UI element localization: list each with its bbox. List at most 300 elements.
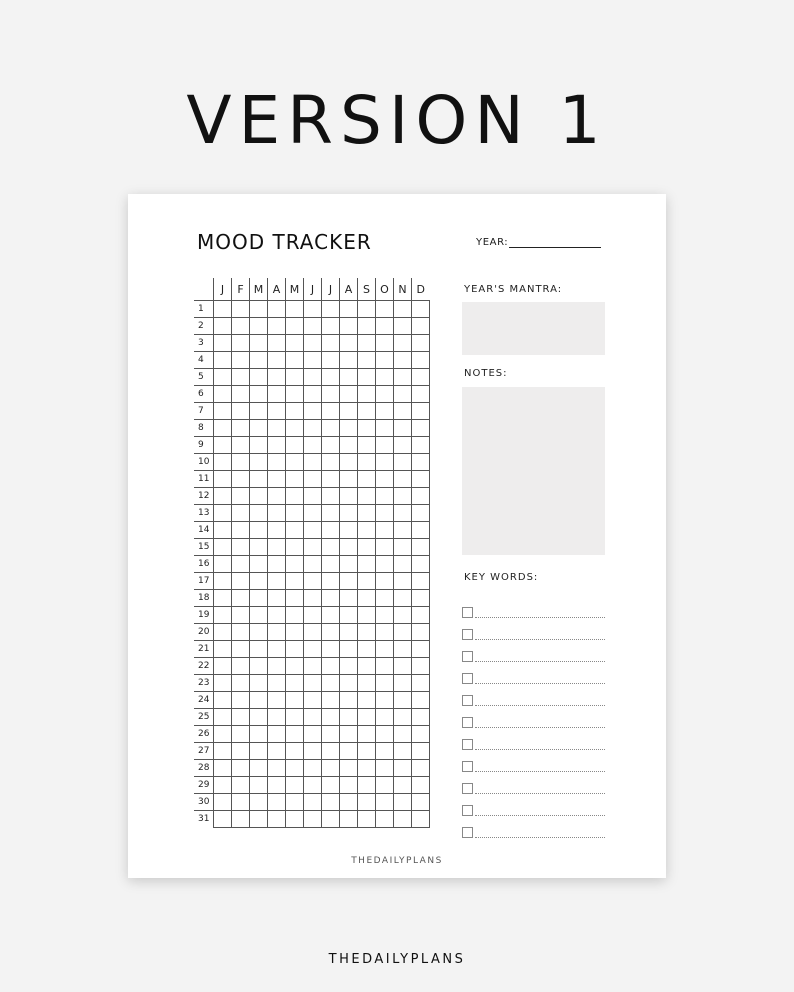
mood-cell[interactable] <box>250 471 268 488</box>
mood-cell[interactable] <box>250 539 268 556</box>
mood-cell[interactable] <box>268 607 286 624</box>
mood-cell[interactable] <box>412 386 430 403</box>
mood-cell[interactable] <box>394 335 412 352</box>
mood-cell[interactable] <box>322 352 340 369</box>
mood-cell[interactable] <box>340 658 358 675</box>
mood-cell[interactable] <box>268 777 286 794</box>
mood-cell[interactable] <box>268 403 286 420</box>
keyword-write-line[interactable] <box>475 676 605 684</box>
mood-cell[interactable] <box>286 658 304 675</box>
mood-cell[interactable] <box>232 420 250 437</box>
keyword-write-line[interactable] <box>475 808 605 816</box>
mood-cell[interactable] <box>322 709 340 726</box>
mood-cell[interactable] <box>250 556 268 573</box>
mood-cell[interactable] <box>394 692 412 709</box>
mood-cell[interactable] <box>358 607 376 624</box>
mood-cell[interactable] <box>304 369 322 386</box>
mood-cell[interactable] <box>268 369 286 386</box>
mood-cell[interactable] <box>376 352 394 369</box>
mood-cell[interactable] <box>304 709 322 726</box>
mood-cell[interactable] <box>286 726 304 743</box>
mood-cell[interactable] <box>376 437 394 454</box>
mood-cell[interactable] <box>250 811 268 828</box>
mood-cell[interactable] <box>340 675 358 692</box>
mood-cell[interactable] <box>214 641 232 658</box>
mood-cell[interactable] <box>340 624 358 641</box>
mood-cell[interactable] <box>214 301 232 318</box>
mood-cell[interactable] <box>358 437 376 454</box>
mood-cell[interactable] <box>358 556 376 573</box>
mood-cell[interactable] <box>322 556 340 573</box>
mood-cell[interactable] <box>286 505 304 522</box>
mood-cell[interactable] <box>304 318 322 335</box>
mood-cell[interactable] <box>412 335 430 352</box>
mood-cell[interactable] <box>394 777 412 794</box>
mood-cell[interactable] <box>304 624 322 641</box>
mood-cell[interactable] <box>232 760 250 777</box>
mood-cell[interactable] <box>232 726 250 743</box>
mood-cell[interactable] <box>394 454 412 471</box>
mood-cell[interactable] <box>376 335 394 352</box>
mood-cell[interactable] <box>412 777 430 794</box>
mood-cell[interactable] <box>322 692 340 709</box>
mood-cell[interactable] <box>286 352 304 369</box>
mood-cell[interactable] <box>268 420 286 437</box>
mood-cell[interactable] <box>412 539 430 556</box>
mood-cell[interactable] <box>322 505 340 522</box>
mood-cell[interactable] <box>214 437 232 454</box>
mood-cell[interactable] <box>376 743 394 760</box>
mood-cell[interactable] <box>268 454 286 471</box>
mood-cell[interactable] <box>322 386 340 403</box>
mood-cell[interactable] <box>394 301 412 318</box>
mood-cell[interactable] <box>340 420 358 437</box>
mood-cell[interactable] <box>412 692 430 709</box>
mood-cell[interactable] <box>322 403 340 420</box>
mood-cell[interactable] <box>304 641 322 658</box>
mood-cell[interactable] <box>412 318 430 335</box>
mood-cell[interactable] <box>214 794 232 811</box>
mood-cell[interactable] <box>358 403 376 420</box>
mood-cell[interactable] <box>412 641 430 658</box>
mood-cell[interactable] <box>232 573 250 590</box>
mood-cell[interactable] <box>214 369 232 386</box>
mood-cell[interactable] <box>322 454 340 471</box>
mood-cell[interactable] <box>286 369 304 386</box>
mood-cell[interactable] <box>412 488 430 505</box>
mood-cell[interactable] <box>376 505 394 522</box>
mood-cell[interactable] <box>232 454 250 471</box>
mood-cell[interactable] <box>340 641 358 658</box>
mood-cell[interactable] <box>250 590 268 607</box>
mood-cell[interactable] <box>214 590 232 607</box>
mood-cell[interactable] <box>412 675 430 692</box>
mood-cell[interactable] <box>214 726 232 743</box>
mood-cell[interactable] <box>412 454 430 471</box>
mood-cell[interactable] <box>322 624 340 641</box>
mood-cell[interactable] <box>412 709 430 726</box>
mood-cell[interactable] <box>250 573 268 590</box>
mood-cell[interactable] <box>214 488 232 505</box>
mood-cell[interactable] <box>214 709 232 726</box>
mood-cell[interactable] <box>268 386 286 403</box>
mood-cell[interactable] <box>322 658 340 675</box>
mood-cell[interactable] <box>304 522 322 539</box>
mood-cell[interactable] <box>268 692 286 709</box>
mood-cell[interactable] <box>340 743 358 760</box>
mood-cell[interactable] <box>394 437 412 454</box>
mood-cell[interactable] <box>394 505 412 522</box>
mood-cell[interactable] <box>376 692 394 709</box>
mood-cell[interactable] <box>394 709 412 726</box>
mood-cell[interactable] <box>304 556 322 573</box>
mood-cell[interactable] <box>376 590 394 607</box>
mood-cell[interactable] <box>286 454 304 471</box>
mood-cell[interactable] <box>250 301 268 318</box>
mood-cell[interactable] <box>214 777 232 794</box>
keyword-checkbox[interactable] <box>462 629 473 640</box>
mood-cell[interactable] <box>250 726 268 743</box>
mood-cell[interactable] <box>268 641 286 658</box>
mood-cell[interactable] <box>232 743 250 760</box>
mood-cell[interactable] <box>232 335 250 352</box>
mood-cell[interactable] <box>394 658 412 675</box>
mood-cell[interactable] <box>268 556 286 573</box>
mood-cell[interactable] <box>268 709 286 726</box>
mood-cell[interactable] <box>340 352 358 369</box>
mood-cell[interactable] <box>232 403 250 420</box>
mood-cell[interactable] <box>376 760 394 777</box>
mood-cell[interactable] <box>412 556 430 573</box>
mood-cell[interactable] <box>304 505 322 522</box>
mood-cell[interactable] <box>340 709 358 726</box>
mood-cell[interactable] <box>304 760 322 777</box>
mood-cell[interactable] <box>322 590 340 607</box>
mood-cell[interactable] <box>304 777 322 794</box>
mood-cell[interactable] <box>376 573 394 590</box>
mood-cell[interactable] <box>394 352 412 369</box>
mood-cell[interactable] <box>214 573 232 590</box>
mood-cell[interactable] <box>376 403 394 420</box>
mood-cell[interactable] <box>340 539 358 556</box>
mood-cell[interactable] <box>322 760 340 777</box>
mood-cell[interactable] <box>232 352 250 369</box>
mood-cell[interactable] <box>214 318 232 335</box>
mood-cell[interactable] <box>286 539 304 556</box>
mood-cell[interactable] <box>358 794 376 811</box>
mood-cell[interactable] <box>268 471 286 488</box>
mood-cell[interactable] <box>340 318 358 335</box>
mood-cell[interactable] <box>358 420 376 437</box>
mood-cell[interactable] <box>340 454 358 471</box>
mood-cell[interactable] <box>340 573 358 590</box>
mood-cell[interactable] <box>394 675 412 692</box>
mood-cell[interactable] <box>304 352 322 369</box>
mood-cell[interactable] <box>214 403 232 420</box>
mood-cell[interactable] <box>232 811 250 828</box>
mood-cell[interactable] <box>376 794 394 811</box>
mood-cell[interactable] <box>304 335 322 352</box>
mood-cell[interactable] <box>412 437 430 454</box>
mood-cell[interactable] <box>286 590 304 607</box>
mood-cell[interactable] <box>412 522 430 539</box>
mood-cell[interactable] <box>286 811 304 828</box>
mood-cell[interactable] <box>412 658 430 675</box>
mood-cell[interactable] <box>214 335 232 352</box>
mood-cell[interactable] <box>250 641 268 658</box>
mood-cell[interactable] <box>286 675 304 692</box>
mood-cell[interactable] <box>304 607 322 624</box>
mood-cell[interactable] <box>376 539 394 556</box>
mood-cell[interactable] <box>394 471 412 488</box>
mood-cell[interactable] <box>250 369 268 386</box>
keyword-checkbox[interactable] <box>462 717 473 728</box>
mood-cell[interactable] <box>268 522 286 539</box>
mood-cell[interactable] <box>340 607 358 624</box>
mood-cell[interactable] <box>358 573 376 590</box>
mood-cell[interactable] <box>340 301 358 318</box>
mood-cell[interactable] <box>304 590 322 607</box>
mood-cell[interactable] <box>412 743 430 760</box>
mood-cell[interactable] <box>250 675 268 692</box>
mood-cell[interactable] <box>394 488 412 505</box>
mood-cell[interactable] <box>286 301 304 318</box>
mood-cell[interactable] <box>412 505 430 522</box>
mood-cell[interactable] <box>214 811 232 828</box>
mood-cell[interactable] <box>232 488 250 505</box>
mood-cell[interactable] <box>232 794 250 811</box>
mood-cell[interactable] <box>358 318 376 335</box>
mood-cell[interactable] <box>394 743 412 760</box>
mood-cell[interactable] <box>286 760 304 777</box>
mood-cell[interactable] <box>232 607 250 624</box>
mood-cell[interactable] <box>250 760 268 777</box>
mood-cell[interactable] <box>286 335 304 352</box>
mood-cell[interactable] <box>214 624 232 641</box>
mood-cell[interactable] <box>358 760 376 777</box>
mood-cell[interactable] <box>268 505 286 522</box>
mood-cell[interactable] <box>286 743 304 760</box>
mood-cell[interactable] <box>358 590 376 607</box>
mood-cell[interactable] <box>214 352 232 369</box>
mood-cell[interactable] <box>394 590 412 607</box>
mood-cell[interactable] <box>286 607 304 624</box>
mood-cell[interactable] <box>268 760 286 777</box>
mood-cell[interactable] <box>412 590 430 607</box>
mood-cell[interactable] <box>394 607 412 624</box>
mood-cell[interactable] <box>268 590 286 607</box>
mood-cell[interactable] <box>340 777 358 794</box>
mood-cell[interactable] <box>322 539 340 556</box>
mood-cell[interactable] <box>304 539 322 556</box>
mood-cell[interactable] <box>376 369 394 386</box>
mood-cell[interactable] <box>376 318 394 335</box>
mood-cell[interactable] <box>340 369 358 386</box>
mood-cell[interactable] <box>358 505 376 522</box>
mood-cell[interactable] <box>286 522 304 539</box>
mood-cell[interactable] <box>214 607 232 624</box>
mood-cell[interactable] <box>340 692 358 709</box>
mood-cell[interactable] <box>376 709 394 726</box>
keyword-write-line[interactable] <box>475 698 605 706</box>
mood-cell[interactable] <box>394 386 412 403</box>
mood-cell[interactable] <box>376 471 394 488</box>
mood-cell[interactable] <box>286 488 304 505</box>
mood-cell[interactable] <box>340 726 358 743</box>
mood-cell[interactable] <box>394 760 412 777</box>
mood-cell[interactable] <box>394 369 412 386</box>
mood-cell[interactable] <box>340 488 358 505</box>
mood-cell[interactable] <box>358 335 376 352</box>
mood-cell[interactable] <box>250 318 268 335</box>
mood-cell[interactable] <box>250 505 268 522</box>
mood-cell[interactable] <box>358 352 376 369</box>
mood-cell[interactable] <box>322 743 340 760</box>
mood-cell[interactable] <box>376 777 394 794</box>
mood-cell[interactable] <box>412 760 430 777</box>
mood-cell[interactable] <box>304 658 322 675</box>
keyword-checkbox[interactable] <box>462 827 473 838</box>
mood-cell[interactable] <box>268 726 286 743</box>
mood-cell[interactable] <box>268 743 286 760</box>
mood-cell[interactable] <box>322 573 340 590</box>
mood-cell[interactable] <box>304 692 322 709</box>
mood-cell[interactable] <box>232 437 250 454</box>
mood-cell[interactable] <box>268 658 286 675</box>
mood-cell[interactable] <box>412 352 430 369</box>
mood-cell[interactable] <box>412 471 430 488</box>
mood-cell[interactable] <box>358 471 376 488</box>
mood-cell[interactable] <box>286 556 304 573</box>
mood-cell[interactable] <box>394 420 412 437</box>
mood-cell[interactable] <box>322 420 340 437</box>
mood-cell[interactable] <box>358 301 376 318</box>
mood-cell[interactable] <box>232 471 250 488</box>
mood-cell[interactable] <box>214 692 232 709</box>
mood-cell[interactable] <box>232 624 250 641</box>
keyword-checkbox[interactable] <box>462 607 473 618</box>
mood-cell[interactable] <box>268 794 286 811</box>
mood-cell[interactable] <box>322 471 340 488</box>
mood-cell[interactable] <box>268 811 286 828</box>
mood-cell[interactable] <box>214 522 232 539</box>
mood-cell[interactable] <box>250 352 268 369</box>
mood-cell[interactable] <box>214 386 232 403</box>
mood-cell[interactable] <box>304 794 322 811</box>
mood-cell[interactable] <box>340 811 358 828</box>
mood-cell[interactable] <box>412 403 430 420</box>
mood-cell[interactable] <box>376 488 394 505</box>
mood-cell[interactable] <box>358 709 376 726</box>
mood-cell[interactable] <box>214 760 232 777</box>
mood-cell[interactable] <box>376 301 394 318</box>
mood-cell[interactable] <box>412 607 430 624</box>
keyword-checkbox[interactable] <box>462 805 473 816</box>
keyword-write-line[interactable] <box>475 742 605 750</box>
mood-cell[interactable] <box>358 522 376 539</box>
mood-cell[interactable] <box>304 420 322 437</box>
mood-cell[interactable] <box>286 437 304 454</box>
mood-cell[interactable] <box>250 777 268 794</box>
mood-cell[interactable] <box>304 811 322 828</box>
mood-cell[interactable] <box>322 777 340 794</box>
mood-cell[interactable] <box>412 794 430 811</box>
mood-cell[interactable] <box>376 811 394 828</box>
keyword-checkbox[interactable] <box>462 761 473 772</box>
mood-cell[interactable] <box>394 726 412 743</box>
keyword-checkbox[interactable] <box>462 673 473 684</box>
mood-cell[interactable] <box>376 675 394 692</box>
mood-cell[interactable] <box>286 709 304 726</box>
mood-cell[interactable] <box>304 403 322 420</box>
mood-cell[interactable] <box>232 539 250 556</box>
mood-cell[interactable] <box>214 743 232 760</box>
mood-cell[interactable] <box>214 454 232 471</box>
mood-cell[interactable] <box>340 386 358 403</box>
mood-cell[interactable] <box>358 658 376 675</box>
mood-cell[interactable] <box>286 573 304 590</box>
mood-cell[interactable] <box>322 437 340 454</box>
mood-cell[interactable] <box>358 743 376 760</box>
mood-cell[interactable] <box>358 539 376 556</box>
mood-cell[interactable] <box>286 386 304 403</box>
mood-cell[interactable] <box>250 488 268 505</box>
mood-cell[interactable] <box>358 675 376 692</box>
mood-cell[interactable] <box>358 454 376 471</box>
mood-cell[interactable] <box>250 743 268 760</box>
mood-cell[interactable] <box>250 403 268 420</box>
mood-cell[interactable] <box>358 692 376 709</box>
mood-cell[interactable] <box>214 556 232 573</box>
mood-cell[interactable] <box>232 386 250 403</box>
mood-cell[interactable] <box>232 556 250 573</box>
keyword-write-line[interactable] <box>475 654 605 662</box>
mood-cell[interactable] <box>322 318 340 335</box>
mood-cell[interactable] <box>286 777 304 794</box>
mood-cell[interactable] <box>358 811 376 828</box>
mood-cell[interactable] <box>376 522 394 539</box>
mood-cell[interactable] <box>412 420 430 437</box>
mood-cell[interactable] <box>394 794 412 811</box>
mood-cell[interactable] <box>250 607 268 624</box>
mood-cell[interactable] <box>358 624 376 641</box>
keyword-checkbox[interactable] <box>462 739 473 750</box>
mood-cell[interactable] <box>286 471 304 488</box>
mood-cell[interactable] <box>268 437 286 454</box>
mood-cell[interactable] <box>214 675 232 692</box>
mood-cell[interactable] <box>322 641 340 658</box>
mood-cell[interactable] <box>412 726 430 743</box>
mood-cell[interactable] <box>304 488 322 505</box>
mood-cell[interactable] <box>322 335 340 352</box>
mood-cell[interactable] <box>232 658 250 675</box>
mood-cell[interactable] <box>412 811 430 828</box>
mood-cell[interactable] <box>322 488 340 505</box>
mood-cell[interactable] <box>286 624 304 641</box>
mood-cell[interactable] <box>214 658 232 675</box>
mood-cell[interactable] <box>376 624 394 641</box>
keyword-write-line[interactable] <box>475 610 605 618</box>
mood-cell[interactable] <box>394 573 412 590</box>
mood-cell[interactable] <box>412 369 430 386</box>
mood-cell[interactable] <box>250 658 268 675</box>
mood-cell[interactable] <box>340 335 358 352</box>
mood-cell[interactable] <box>394 556 412 573</box>
mood-cell[interactable] <box>340 471 358 488</box>
mood-cell[interactable] <box>322 369 340 386</box>
mood-cell[interactable] <box>286 318 304 335</box>
mood-cell[interactable] <box>304 471 322 488</box>
